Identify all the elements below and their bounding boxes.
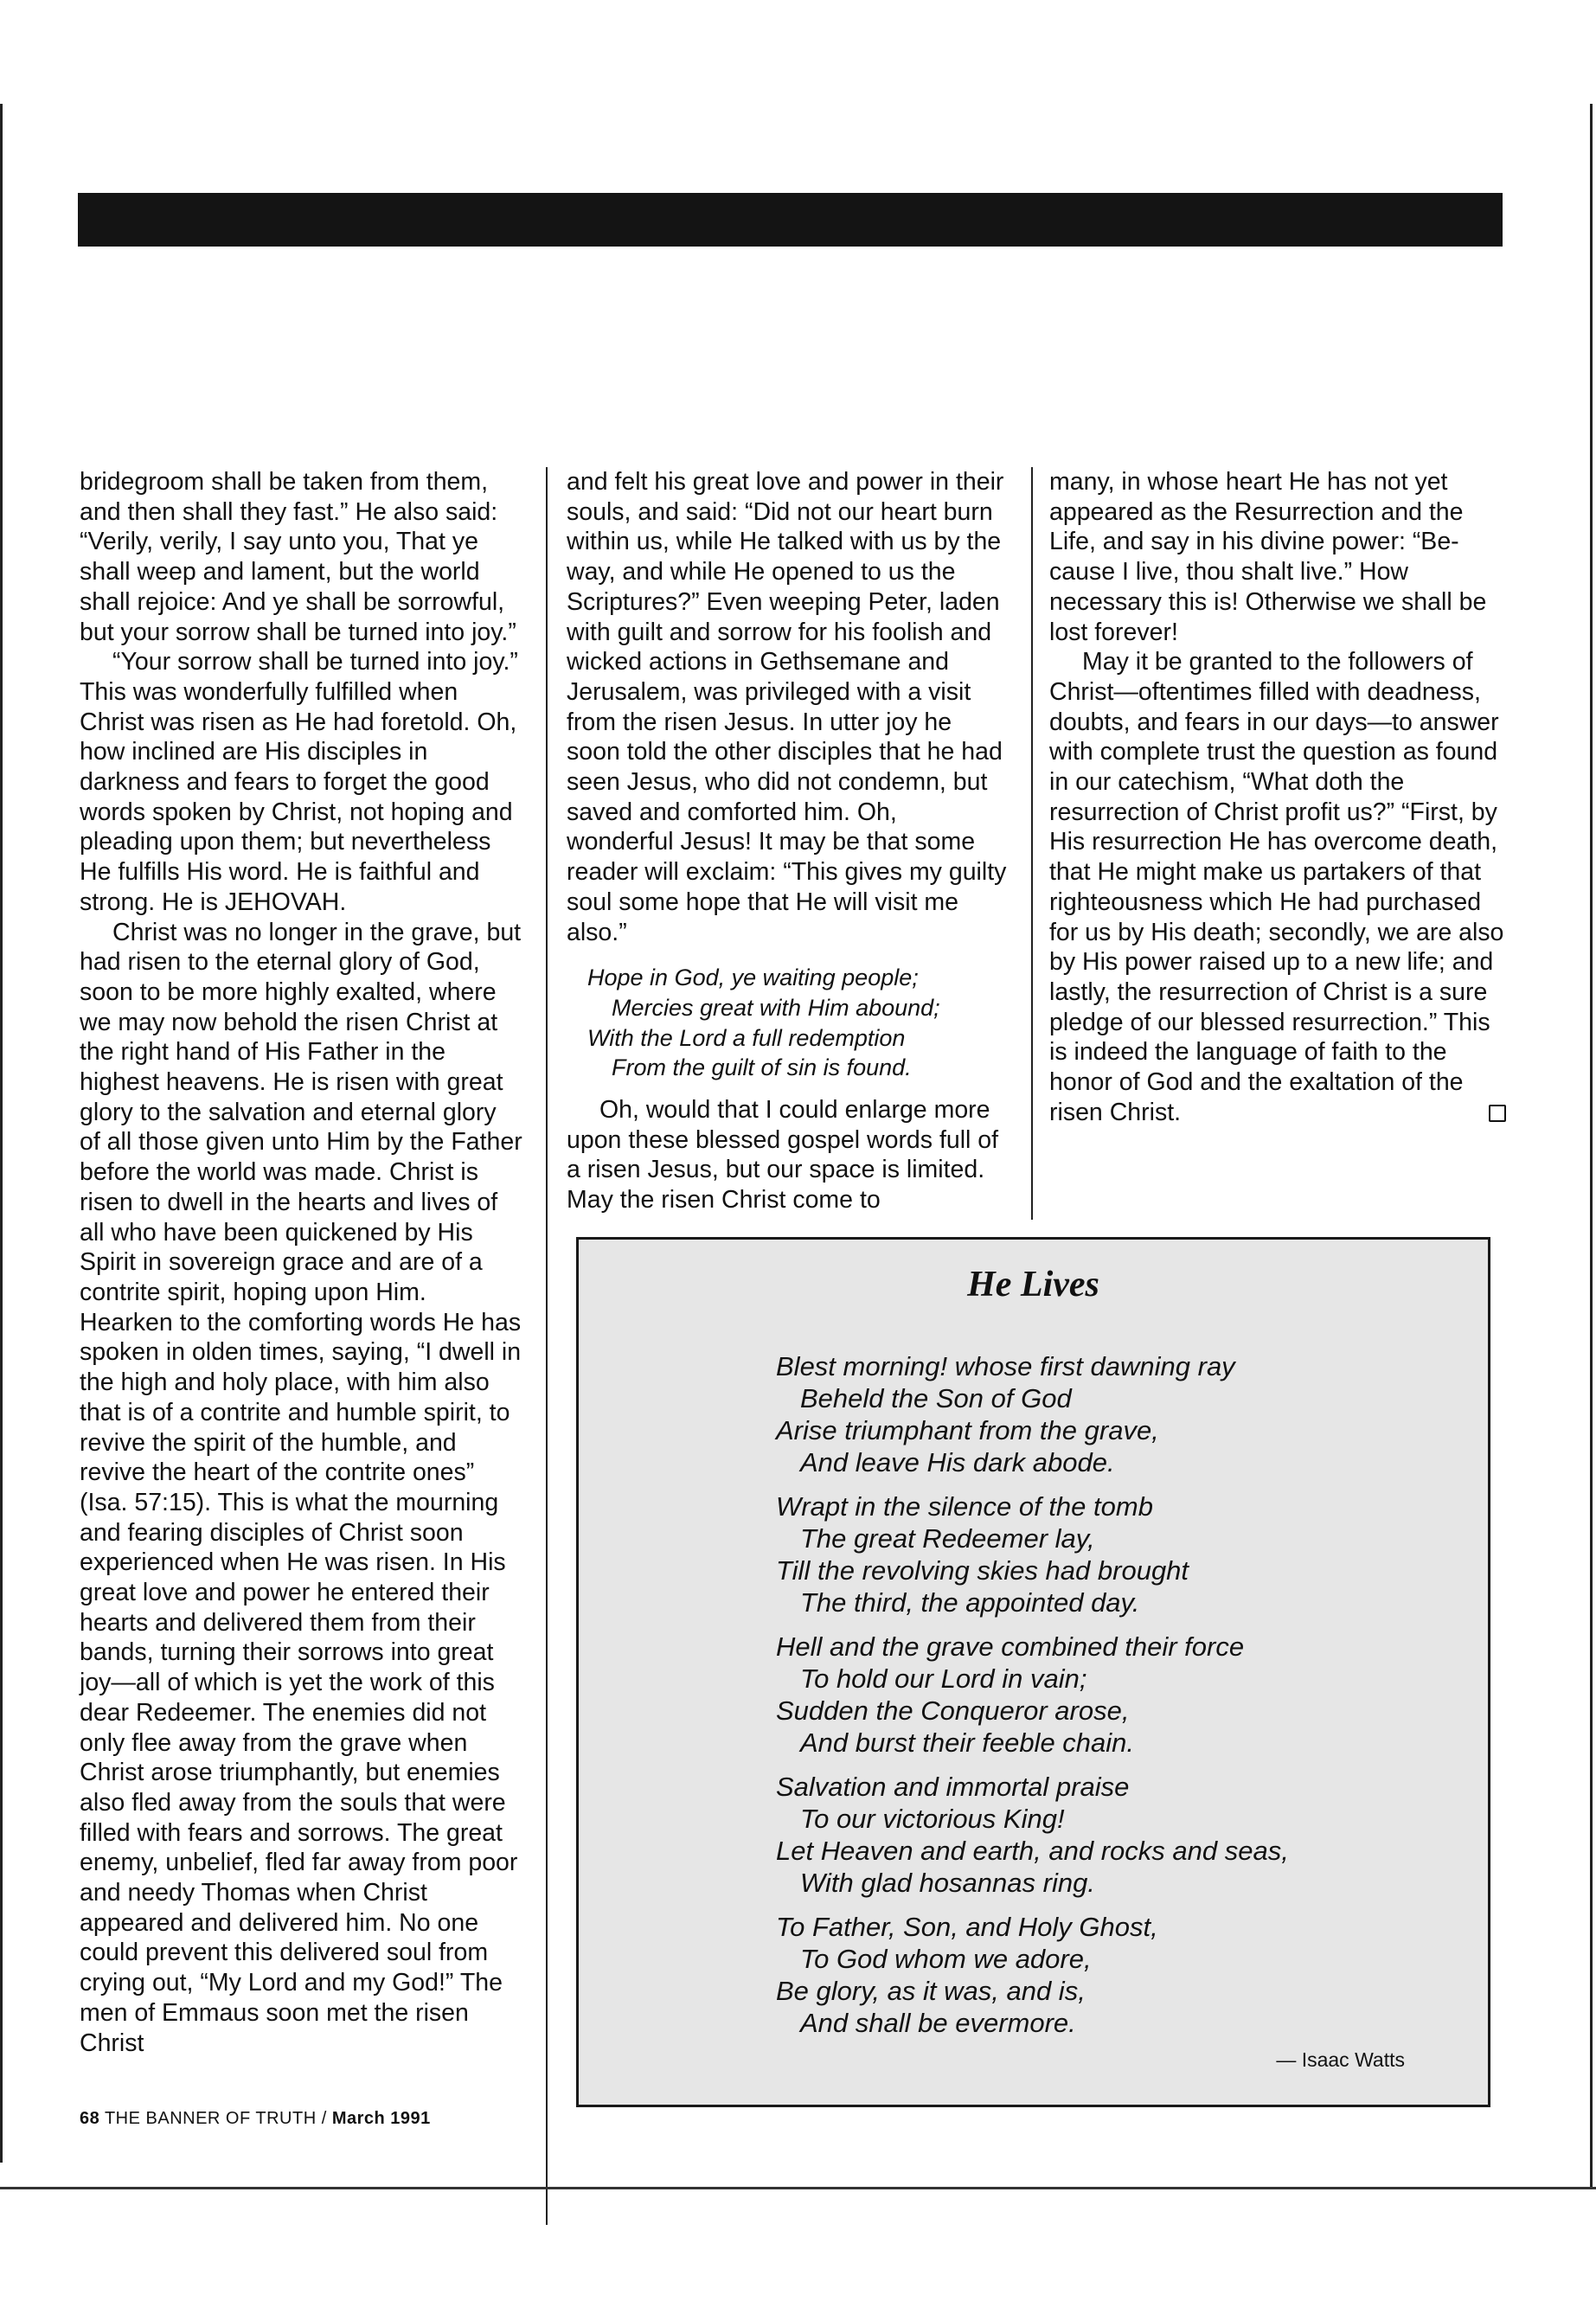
page-number: 68 bbox=[80, 2109, 100, 2128]
scan-edge-left bbox=[0, 104, 3, 2163]
stanza bbox=[776, 1490, 1451, 1618]
stanza bbox=[776, 1911, 1451, 2039]
poem-line: The great Redeemer lay, bbox=[800, 1523, 1095, 1554]
column-divider bbox=[1031, 467, 1033, 1220]
page-footer bbox=[80, 2109, 431, 2129]
poem-title: He Lives bbox=[967, 1265, 1099, 1304]
poem-line: To Father, Son, and Holy Ghost, bbox=[776, 1912, 1158, 1942]
hymn-quote bbox=[587, 963, 1010, 1083]
header-band bbox=[78, 193, 1503, 247]
poem-box bbox=[576, 1237, 1490, 2107]
paragraph: “Your sorrow shall be turned into joy.” This was wonderfully fulfilled when Christ was risen as He had foretold. Oh, how inclined are His disciples in darkness and fears to forget the good words spoken by Christ, not hoping and pleading upon them; but nevertheless He fulfills His word. He is faithful and strong. He is JEHOVAH. bbox=[80, 648, 518, 916]
poem-line: To our victorious King! bbox=[800, 1804, 1065, 1834]
poem-line: Wrapt in the silence of the tomb bbox=[776, 1491, 1153, 1522]
poem-line: Let Heaven and earth, and rocks and seas, bbox=[776, 1836, 1289, 1866]
stanza bbox=[776, 1350, 1451, 1478]
stanza bbox=[776, 1771, 1451, 1899]
poem-line: Till the revolving skies had brought bbox=[776, 1555, 1189, 1586]
scan-edge-right bbox=[1590, 104, 1593, 2189]
poem-line: Hell and the grave combined their force bbox=[776, 1631, 1245, 1662]
article-column-1 bbox=[80, 467, 522, 2058]
paragraph: Oh, would that I could enlarge more upon these blessed gospel words full of a risen Jesus, but our space is limited. May the risen Christ come to bbox=[567, 1096, 999, 1215]
paragraph: Christ was no longer in the grave, but had risen to the eternal glory of God, soon to be more highly exalted, where we may now behold the risen Christ at the right hand of His Father in the highest heavens. He is risen with great glory to the salvation and eternal glory of all those given unto Him by the Father before the world was made. Christ is risen to dwell in the hearts and lives of all who have been quickened by His Spirit in sovereign grace and are of a contrite spirit, hoping upon Him. Hearken to the comforting words He has spoken in olden times, saying, “I dwell in the high and holy place, with him also that is of a contrite and humble spirit, to revive the spirit of the humble, and revive the heart of the contrite ones” (Isa. 57:15). This is what the mourning and fearing disciples of Christ soon experienced when He was risen. In His great love and power he entered their hearts and delivered them from their bands, turning their sorrows into great joy—all of which is yet the work of this dear Redeemer. The enemies did not only flee away from the grave when Christ arose triumphantly, but enemies also fled away from the souls that were filled with fears and sorrows. The great enemy, unbelief, fled far away from poor and needy Thomas when Christ appeared and delivered him. No one could prevent this delivered soul from crying out, “My Lord and my God!” The men of Emmaus soon met the risen Christ bbox=[80, 918, 522, 2057]
hymn-line: With the Lord a full redemption bbox=[587, 1024, 906, 1051]
poem-line: With glad hosannas ring. bbox=[800, 1868, 1095, 1898]
poem-line: To God whom we adore, bbox=[800, 1944, 1092, 1974]
paragraph-text: May it be granted to the followers of Christ—oftentimes filled with deadness, doubts, and fears in our days—to answer with complete trust the question as found in our catechism, “What doth the resurrection of Christ profit us?” “First, by His resurrection He has overcome death, that He might make us partakers of that righteousness which He had purchased for us by His death; secondly, we are also by His power raised up to a new life; and lastly, the resurrection of Christ is a sure pledge of our blessed resurrection.” This is indeed the language of faith to the honor of God and the exaltation of the risen Christ. bbox=[1049, 648, 1504, 1126]
issue-date: March 1991 bbox=[331, 2109, 431, 2128]
article-column-3 bbox=[1049, 467, 1513, 1127]
poem-line: Blest morning! whose first dawning ray bbox=[776, 1351, 1235, 1381]
poem-line: Sudden the Conqueror arose, bbox=[776, 1695, 1130, 1726]
column-divider bbox=[546, 467, 548, 2225]
article-column-2 bbox=[567, 467, 1010, 1215]
poem-line: And shall be evermore. bbox=[800, 2008, 1076, 2038]
poem-line: Salvation and immortal praise bbox=[776, 1772, 1130, 1802]
bottom-rule bbox=[0, 2187, 1596, 2189]
poem-line: To hold our Lord in vain; bbox=[800, 1663, 1087, 1694]
hymn-line: Mercies great with Him abound; bbox=[612, 994, 940, 1021]
poem-attribution: — Isaac Watts bbox=[1276, 2048, 1405, 2071]
poem-line: And leave His dark abode. bbox=[800, 1447, 1115, 1477]
end-mark-icon bbox=[1489, 1105, 1506, 1122]
hymn-line: Hope in God, ye waiting people; bbox=[587, 965, 919, 991]
poem-line: And burst their feeble chain. bbox=[800, 1727, 1135, 1758]
paragraph bbox=[1049, 647, 1513, 1127]
poem-body bbox=[776, 1350, 1451, 2051]
poem-line: Be glory, as it was, and is, bbox=[776, 1976, 1086, 2006]
stanza bbox=[776, 1631, 1451, 1759]
paragraph: bridegroom shall be taken from them, and then shall they fast.” He also said: “Verily, verily, I say unto you, That ye shall weep and lament, but the world shall rejoice: And ye shall be sorrowful, but your sorrow shall be turned into joy.” bbox=[80, 468, 516, 646]
hymn-line: From the guilt of sin is found. bbox=[612, 1054, 912, 1081]
paragraph: and felt his great love and power in their souls, and said: “Did not our heart burn within us, while He talked with us by the way, and while He opened to us the Scriptures?” Even weeping Peter, laden with guilt and sorrow for his foolish and wicked actions in Gethsemane and Jerusalem, was privileged with a visit from the risen Jesus. In utter joy he soon told the other disciples that he had seen Jesus, who did not condemn, but saved and comforted him. Oh, wonderful Jesus! It may be that some reader will exclaim: “This gives my guilty soul some hope that He will visit me also.” bbox=[567, 468, 1007, 946]
poem-line: Arise triumphant from the grave, bbox=[776, 1415, 1159, 1445]
poem-line: Beheld the Son of God bbox=[800, 1383, 1072, 1413]
poem-line: The third, the appointed day. bbox=[800, 1587, 1140, 1618]
publication-name: THE BANNER OF TRUTH / bbox=[104, 2109, 327, 2128]
paragraph: many, in whose heart He has not yet appeared as the Resurrection and the Life, and say in his divine power: “Because I live, thou shalt live.” How necessary this is! Otherwise we shall be lost forever! bbox=[1049, 468, 1487, 646]
